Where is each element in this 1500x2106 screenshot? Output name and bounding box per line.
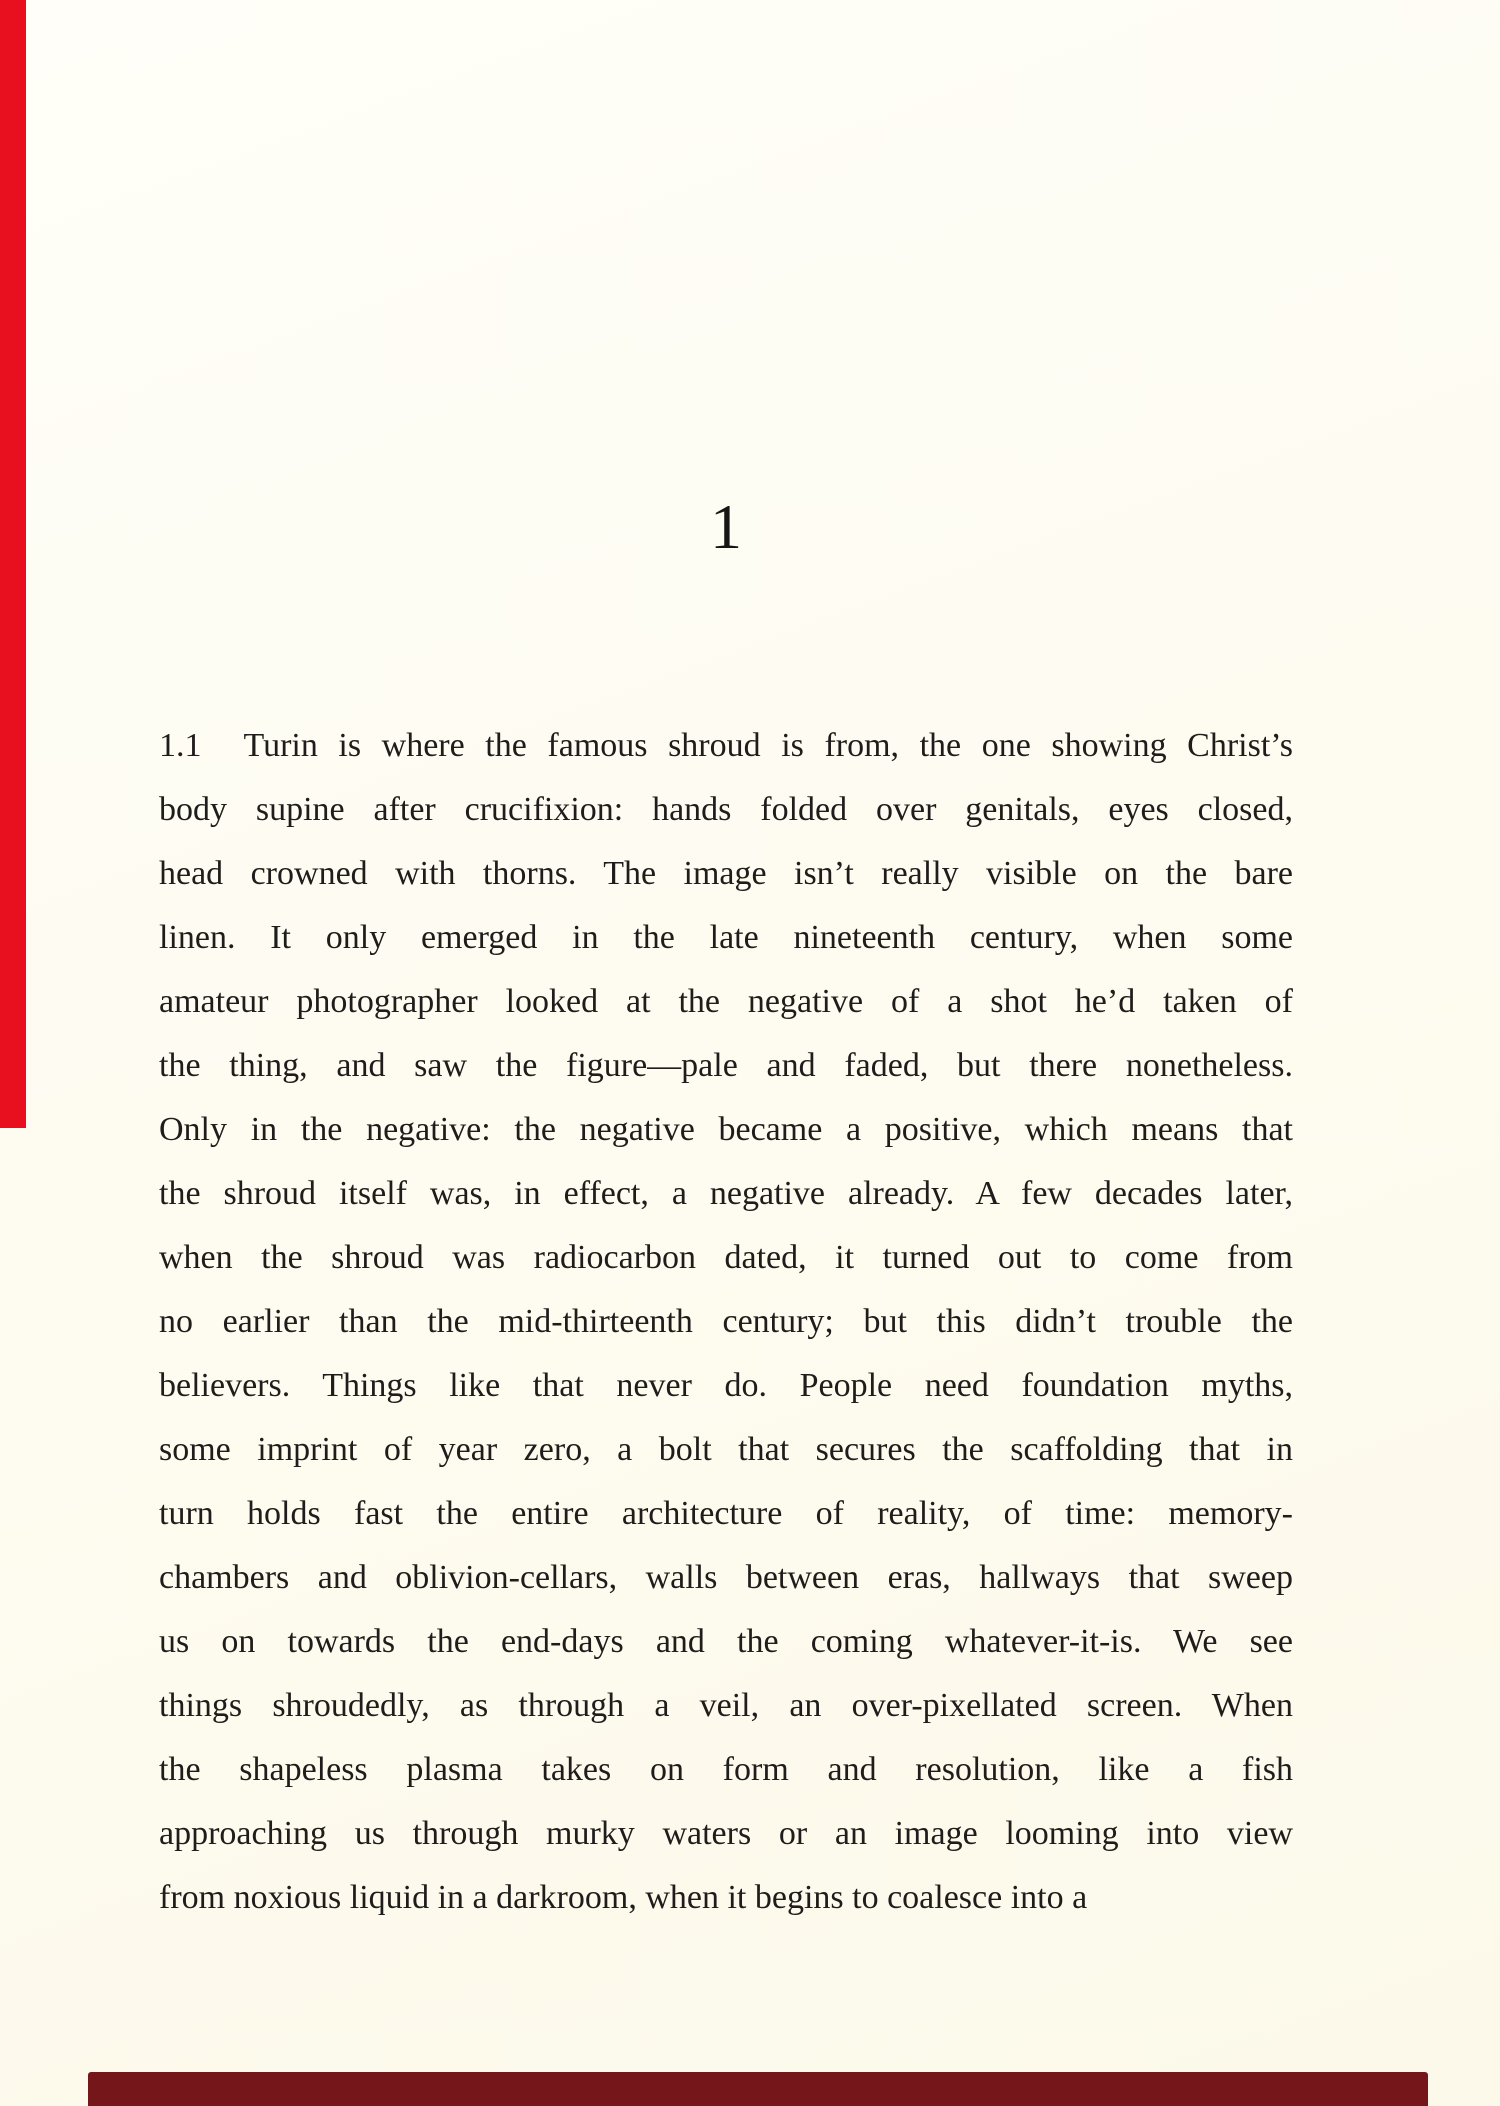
left-cover-stripe (0, 0, 26, 1128)
text-line: turn holds fast the entire architecture of reality, of time: memory- (159, 1495, 1293, 1532)
text-line: head crowned with thorns. The image isn’t really visible on the bare (159, 855, 1293, 892)
text-line: the shroud itself was, in effect, a negative already. A few decades later, (159, 1175, 1293, 1212)
text-line: no earlier than the mid-thirteenth century; but this didn’t trouble the (159, 1303, 1293, 1340)
text-line: body supine after crucifixion: hands folded over genitals, eyes closed, (159, 791, 1293, 828)
paragraph (159, 714, 1293, 1930)
text-line: things shroudedly, as through a veil, an over-pixellated screen. When (159, 1687, 1293, 1724)
text-line: the shapeless plasma takes on form and resolution, like a fish (159, 1751, 1293, 1788)
text-line-content: Turin is where the famous shroud is from, the one showing Christ’s (243, 727, 1293, 764)
chapter-number: 1 (710, 491, 742, 562)
section-number: 1.1 (159, 727, 202, 764)
text-line: approaching us through murky waters or an image looming into view (159, 1815, 1293, 1852)
text-line: believers. Things like that never do. People need foundation myths, (159, 1367, 1293, 1404)
bottom-cover-bar (88, 2072, 1428, 2106)
text-line: amateur photographer looked at the negative of a shot he’d taken of (159, 983, 1293, 1020)
text-line: us on towards the end-days and the coming whatever-it-is. We see (159, 1623, 1293, 1660)
text-line: when the shroud was radiocarbon dated, it turned out to come from (159, 1239, 1293, 1276)
text-line: chambers and oblivion-cellars, walls between eras, hallways that sweep (159, 1559, 1293, 1596)
text-line (159, 714, 1293, 778)
text-line: linen. It only emerged in the late nineteenth century, when some (159, 919, 1293, 956)
text-line: Only in the negative: the negative became a positive, which means that (159, 1111, 1293, 1148)
text-line: from noxious liquid in a darkroom, when it begins to coalesce into a (159, 1879, 1088, 1916)
text-line: the thing, and saw the figure—pale and faded, but there nonetheless. (159, 1047, 1293, 1084)
text-line: some imprint of year zero, a bolt that secures the scaffolding that in (159, 1431, 1293, 1468)
